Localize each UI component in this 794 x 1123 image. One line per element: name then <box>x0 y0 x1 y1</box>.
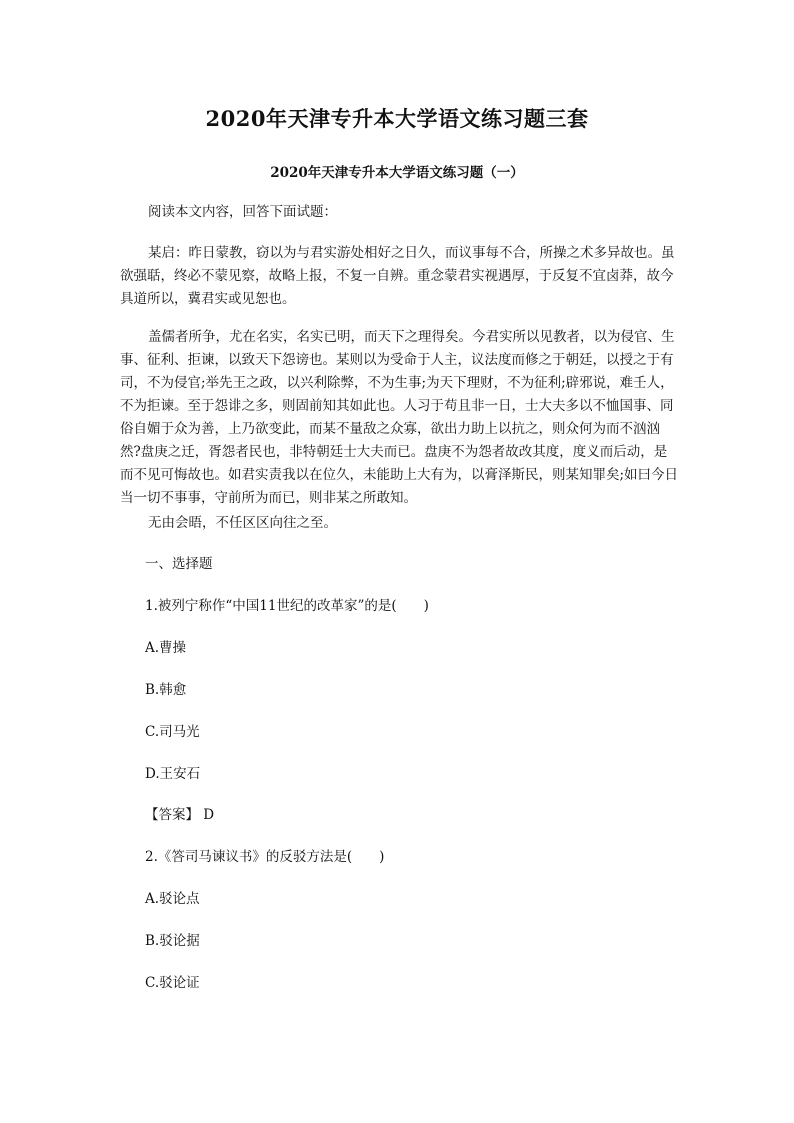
document-subtitle: 2020年天津专升本大学语文练习题（一） <box>270 165 524 181</box>
question-1-option-b: B.韩愈 <box>145 682 187 698</box>
section-heading: 一、选择题 <box>145 556 213 572</box>
question-2-stem: 2.《答司马谏议书》的反驳方法是( ) <box>145 849 385 865</box>
passage-paragraph-1: 某启：昨日蒙教，窃以为与君实游处相好之日久，而议事每不合，所操之术多异故也。虽欲强聒，终必不蒙见察，故略上报，不复一自辨。重念蒙君实视遇厚，于反复不宜卤莽，故今具道所以，冀君实或见恕也。 <box>120 245 675 307</box>
question-1-answer: 【答案】 D <box>145 807 215 823</box>
passage-paragraph-3: 无由会晤，不任区区向往之至。 <box>148 515 337 531</box>
question-1-option-c: C.司马光 <box>145 724 200 740</box>
question-2-option-b: B.驳论据 <box>145 933 200 949</box>
question-1-option-a: A.曹操 <box>145 640 187 656</box>
question-2-option-a: A.驳论点 <box>145 891 200 907</box>
document-title: 2020年天津专升本大学语文练习题三套 <box>205 106 589 131</box>
question-1-option-d: D.王安石 <box>145 766 201 782</box>
passage-paragraph-2: 盖儒者所争，尤在名实，名实已明，而天下之理得矣。今君实所以见教者，以为侵官、生事、征利、拒谏，以致天下怨谤也。某则以为受命于人主，议法度而修之于朝廷，以授之于有司，不为侵官;举先王之政，以兴利除弊，不为生事;为天下理财，不为征利;辟邪说，难壬人，不为拒谏。至于怨诽之多，则固前知其如此也。人习于苟且非一日，士大夫多以不恤国事、同俗自媚于众为善，上乃欲变此，而某不量敌之众寡，欲出力助上以抗之，则众何为而不汹汹然?盘庚之迁，胥怨者民也，非特朝廷士大夫而已。盘庚不为怨者故改其度，度义而后动，是而不见可悔故也。如君实责我以在位久，未能助上大有为，以膏泽斯民，则某知罪矣;如曰今日当一切不事事，守前所为而已，则非某之所敢知。 <box>120 329 679 506</box>
instruction-text: 阅读本文内容，回答下面试题： <box>148 204 337 220</box>
question-1-stem: 1.被列宁称作“中国11世纪的改革家”的是( ) <box>145 598 429 614</box>
question-2-option-c: C.驳论证 <box>145 975 200 991</box>
